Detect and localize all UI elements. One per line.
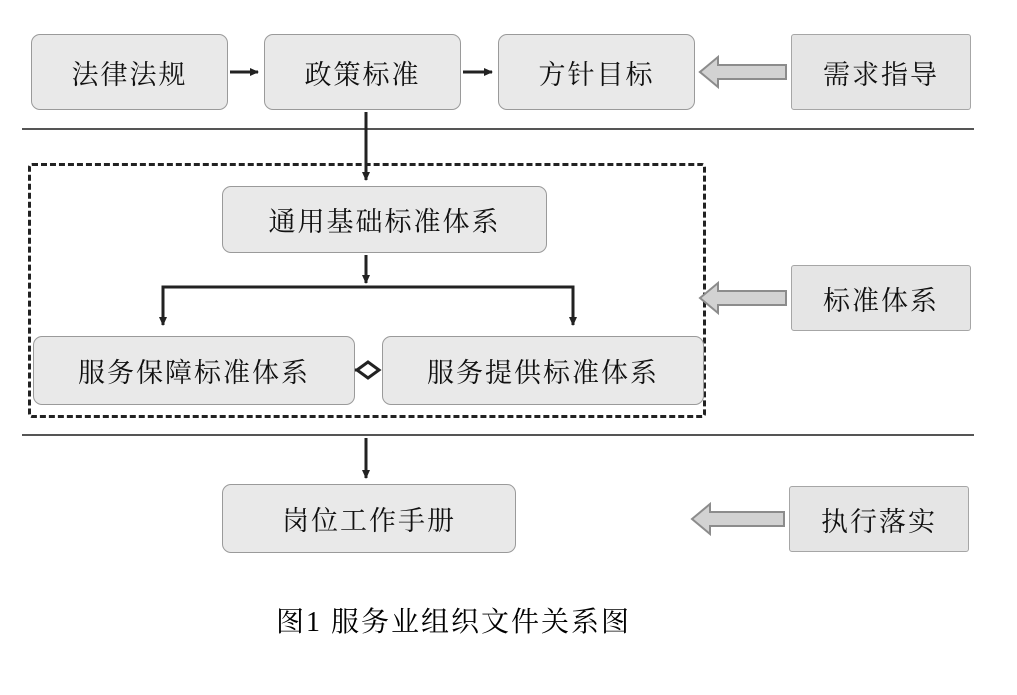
node-laws-label: 法律法规	[71, 59, 188, 90]
node-policy-label: 政策标准	[304, 59, 421, 90]
block-arrow-demand-body	[700, 57, 786, 87]
node-laws[interactable]	[31, 34, 228, 110]
node-guideline[interactable]	[498, 34, 695, 110]
node-post-manual-label: 岗位工作手册	[282, 506, 456, 536]
node-policy[interactable]	[264, 34, 461, 110]
block-arrow-standard-system	[700, 283, 786, 313]
node-execution-label: 执行落实	[821, 506, 937, 537]
figure-caption: 图1 服务业组织文件关系图	[276, 607, 632, 638]
node-service-support[interactable]	[33, 336, 355, 405]
node-service-provide[interactable]	[382, 336, 704, 405]
node-service-provide-label: 服务提供标准体系	[427, 358, 659, 388]
node-guideline-label: 方针目标	[538, 59, 655, 90]
divider-top	[22, 128, 974, 130]
node-standard-system[interactable]	[791, 265, 971, 331]
node-general-standard-label: 通用基础标准体系	[268, 207, 501, 237]
node-general-standard[interactable]	[222, 186, 547, 253]
node-service-support-label: 服务保障标准体系	[78, 358, 310, 388]
node-post-manual[interactable]	[222, 484, 516, 553]
node-standard-system-label: 标准体系	[823, 285, 939, 316]
node-demand-label: 需求指导	[823, 59, 939, 90]
node-execution[interactable]	[789, 486, 969, 552]
divider-bottom	[22, 434, 974, 436]
block-arrow-execution	[692, 504, 784, 534]
block-arrow-demand	[700, 58, 786, 86]
node-demand[interactable]	[791, 34, 971, 110]
